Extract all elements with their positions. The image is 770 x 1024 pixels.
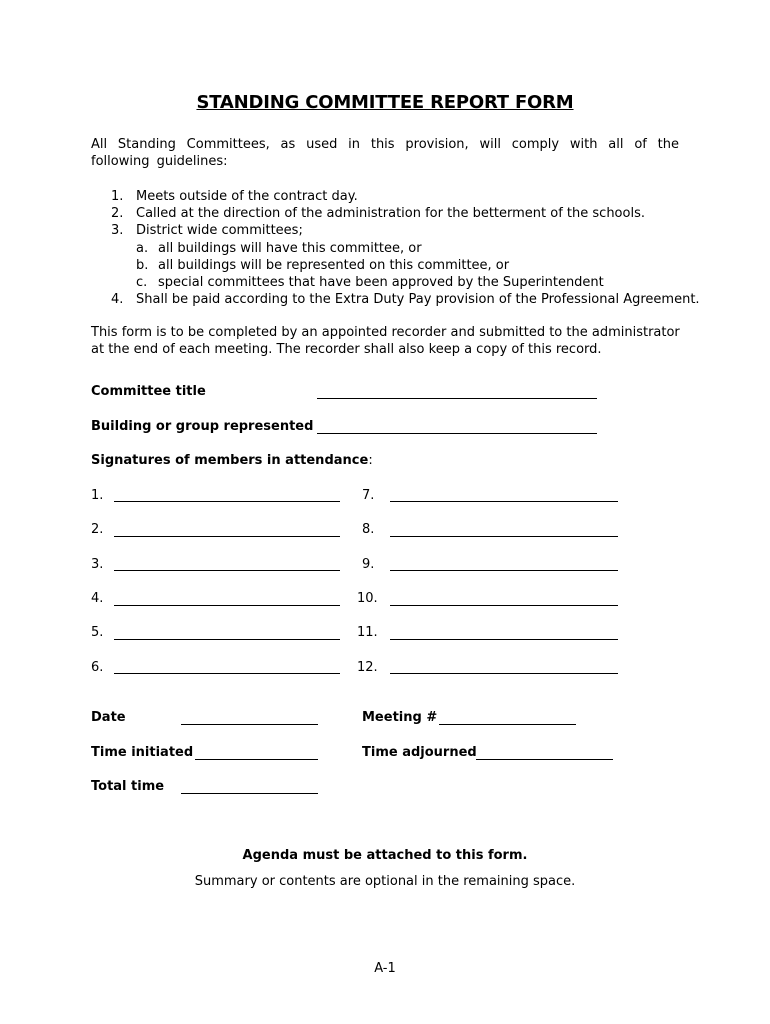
guideline-number: 2. [111, 206, 124, 222]
signature-line[interactable] [114, 639, 340, 640]
guideline-text: Shall be paid according to the Extra Duty Pay provision of the Professional Agreement. [136, 292, 700, 308]
guideline-subitem-letter: b. [136, 257, 149, 273]
guideline-subitem-letter: c. [136, 275, 148, 291]
signature-line[interactable] [114, 570, 340, 571]
signature-number: 10. [357, 591, 378, 606]
instructions-text: This form is to be completed by an appointed recorder and submitted to the administrator at the end of each meeting. The recorder shall also keep a copy of this record. [91, 325, 680, 357]
form-title: STANDING COMMITTEE REPORT FORM [196, 92, 574, 113]
signature-number: 8. [362, 522, 375, 537]
signature-line[interactable] [390, 673, 618, 674]
intro-text: All Standing Committees, as used in this provision, will comply with all of the following guidelines: [91, 137, 679, 169]
guideline-number: 1. [111, 189, 124, 204]
signature-line[interactable] [390, 605, 618, 606]
signature-number: 4. [91, 591, 104, 606]
total-time-line[interactable] [181, 793, 318, 794]
page-number: A-1 [374, 961, 396, 976]
guideline-subitem-text: all buildings will be represented on this committee, or [158, 257, 510, 273]
guideline-subitem-letter: a. [136, 240, 149, 256]
meeting-number-line[interactable] [439, 724, 576, 725]
signature-number: 7. [362, 488, 375, 503]
guideline-number: 3. [111, 223, 124, 239]
time-initiated-line[interactable] [195, 759, 318, 760]
time-initiated-label: Time initiated [91, 745, 194, 760]
committee-title-line[interactable] [317, 398, 597, 399]
guideline-subitem [91, 274, 700, 291]
date-label: Date [91, 710, 126, 725]
guideline-subitem [91, 240, 700, 257]
building-group-line[interactable] [317, 433, 597, 434]
total-time-label: Total time [91, 779, 165, 794]
guideline-subitem-text: all buildings will have this committee, or [158, 240, 422, 256]
guideline-subitem [91, 257, 700, 274]
signature-line[interactable] [390, 536, 618, 537]
guideline-subitem-text: special committees that have been approved by the Superintendent [158, 275, 604, 291]
guideline-item [91, 205, 700, 222]
signature-number: 2. [91, 522, 104, 537]
guideline-text: Called at the direction of the administration for the betterment of the schools. [136, 206, 645, 222]
signatures-heading [91, 453, 373, 468]
signature-number: 1. [91, 488, 104, 503]
signatures-label: Signatures of members in attendance [91, 453, 369, 468]
time-adjourned-line[interactable] [476, 759, 613, 760]
summary-note: Summary or contents are optional in the remaining space. [194, 874, 576, 889]
signatures-colon: : [368, 453, 373, 468]
time-adjourned-label: Time adjourned [362, 745, 477, 760]
signature-line[interactable] [390, 570, 618, 571]
guidelines-list [91, 188, 700, 308]
signature-line[interactable] [114, 605, 340, 606]
signature-number: 6. [91, 660, 104, 675]
signature-line[interactable] [114, 536, 340, 537]
signature-number: 5. [91, 625, 104, 640]
guideline-item [91, 291, 700, 308]
building-group-label: Building or group represented [91, 419, 314, 434]
committee-title-label: Committee title [91, 384, 206, 399]
guideline-item [91, 188, 700, 205]
signature-line[interactable] [114, 673, 340, 674]
agenda-note: Agenda must be attached to this form. [242, 848, 528, 863]
signature-line[interactable] [390, 501, 618, 502]
signature-number: 12. [357, 660, 378, 675]
guideline-text: Meets outside of the contract day. [136, 189, 358, 204]
signature-number: 3. [91, 557, 104, 572]
signature-number: 9. [362, 557, 375, 572]
date-line[interactable] [181, 724, 318, 725]
guideline-text: District wide committees; [136, 223, 303, 239]
signature-line[interactable] [114, 501, 340, 502]
guideline-item [91, 222, 700, 239]
signature-number: 11. [357, 625, 378, 640]
guideline-number: 4. [111, 292, 124, 308]
meeting-number-label: Meeting # [362, 710, 438, 725]
signature-line[interactable] [390, 639, 618, 640]
